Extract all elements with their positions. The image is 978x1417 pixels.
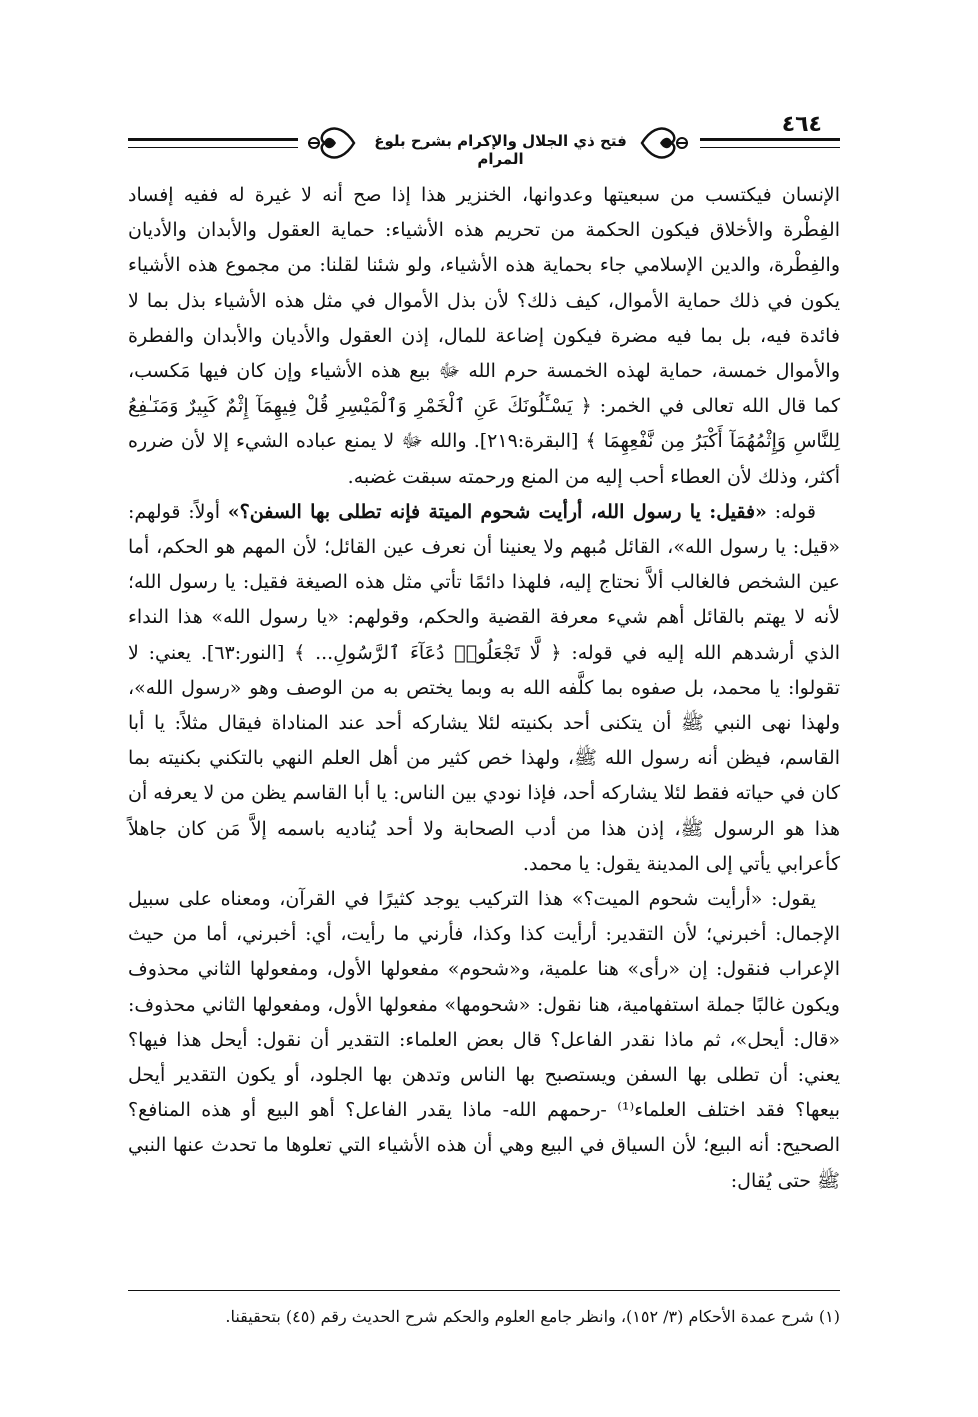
paragraph-3: يقول: «أرأيت شحوم الميت؟» هذا التركيب يوجد كثيرًا في القرآن، ومعناه على سبيل الإجمال: أخبرني؛ لأن التقدير: أرأيت كذا وكذا، فأرني ما رأيت، أي: أخبرني، أما من حيث الإعراب فنقول: إن «رأى» هنا علمية، و«شحوم» مفعولها الأول، ومفعولها الثاني محذوف ويكون غالبًا جملة استفهامية، هنا نقول: «شحومها» مفعولها الأول، ومفعولها الثاني محذوف: «قال: أيحل»، ثم ماذا نقدر الفاعل؟ قال بعض العلماء: التقدير أن نقول: أيحل هذا فيها؟ يعني: أن تطلى بها السفن ويستصبح بها الناس وتدهن بها الجلود، أو يكون التقدير أيحل بيعها؟ فقد اختلف العلماء⁽¹⁾ -رحمهم الله- ماذا يقدر الفاعل؟ أهو البيع أو هذه المنافع؟ الصحيح: أنه البيع؛ لأن السياق في البيع وهي أن هذه الأشياء التي تعلوها ما تحدث عنها النبي ﷺ حتى يُقال: <box>128 888 840 1192</box>
main-text <box>128 178 840 1199</box>
quote-label: قوله: <box>766 500 816 523</box>
ornament-right-icon <box>640 120 690 166</box>
footnote: (١) شرح عمدة الأحكام (٣/ ١٥٢)، وانظر جامع العلوم والحكم شرح الحديث رقم (٤٥) بتحقيقنا. <box>225 1307 840 1326</box>
running-header <box>128 112 840 178</box>
paragraph-1: الإنسان فيكتسب من سبعيتها وعدوانها، الخنزير هذا إذا صح أنه لا غيرة له ففيه إفساد الفِطْرة والأخلاق فيكون الحكمة من تحريم هذه الأشياء: حماية العقول والأبدان والأديان والفِطْرة، والدين الإسلامي جاء بحماية هذه الأشياء، ولو شئنا لقلنا: من مجموع هذه الأشياء يكون في ذلك حماية الأموال، كيف ذلك؟ لأن بذل الأموال في مثل هذه الأشياء بذل بما لا فائدة فيه، بل بما فيه مضرة فيكون إضاعة للمال، إذن العقول والأديان والأبدان والفطرة والأموال خمسة، حماية لهذه الخمسة حرم الله ﷻ بيع هذه الأشياء وإن كان فيها مَكسب، كما قال الله تعالى في الخمر: ﴿ يَسْـَٔلُونَكَ عَنِ ٱلْخَمْرِ وَٱلْمَيْسِرِ قُلْ فِيهِمَآ إِثْمٌ كَبِيرٌ وَمَنَـٰفِعُ لِلنَّاسِ وَإِثْمُهُمَآ أَكْبَرُ مِن نَّفْعِهِمَا ﴾ [البقرة:٢١٩]. والله ﷻ لا يمنع عباده الشيء إلا لأن ضرره أكثر، وذلك لأن العطاء أحب إليه من المنع ورحمته سبقت غضبه. <box>128 184 840 488</box>
paragraph-2 <box>128 495 840 882</box>
paragraph-2-text: أولاً: قولهم: «قيل: يا رسول الله»، القائل مُبهم ولا يعنينا أن نعرف عين القائل؛ لأن المهم هو الحكم، أما عين الشخص فالغالب ألاَّ نحتاج إليه، فلهذا دائمًا تأتي مثل هذه الصيغة فقيل: يا رسول الله؛ لأنه لا يهتم بالقائل أهم شيء معرفة القضية والحكم، وقولهم: «يا رسول الله» هذا النداء الذي أرشدهم الله إليه في قوله: ﴿ لَّا تَجْعَلُوا۟ دُعَآءَ ٱلرَّسُولِ... ﴾ [النور:٦٣]. يعني: لا تقولوا: يا محمد، بل صفوه بما كلَّفه الله به وبما يختص به من الوصف وهو «رسول الله»، ولهذا نهى النبي ﷺ أن يتكنى أحد بكنيته لئلا يشاركه أحد عند المناداة فيقال مثلاً: يا أبا القاسم، فيظن أنه رسول الله ﷺ، ولهذا خص كثير من أهل العلم النهي بالتكني بكنيته بما كان في حياته فقط لئلا يشاركه أحد، فإذا نودي بين الناس: يا أبا القاسم يظن من لا يعرفه أن هذا هو الرسول ﷺ، إذن هذا من أدب الصحابة ولا أحد يُناديه باسمه إلاَّ مَن كان جاهلاً كأعرابي يأتي إلى المدينة يقول: يا محمد. <box>128 500 840 875</box>
header-rule-right <box>700 138 840 148</box>
book-title: فتح ذي الجلال والإكرام بشرح بلوغ المرام <box>374 132 627 168</box>
footnote-separator <box>128 1290 840 1291</box>
hadith-quote: «فقيل: يا رسول الله، أرأيت شحوم الميتة فإنه تطلى بها السفن؟» <box>227 500 767 523</box>
header-rule-left <box>128 138 298 148</box>
page-number: ٤٦٤ <box>781 112 822 137</box>
ornament-left-icon <box>306 120 356 166</box>
